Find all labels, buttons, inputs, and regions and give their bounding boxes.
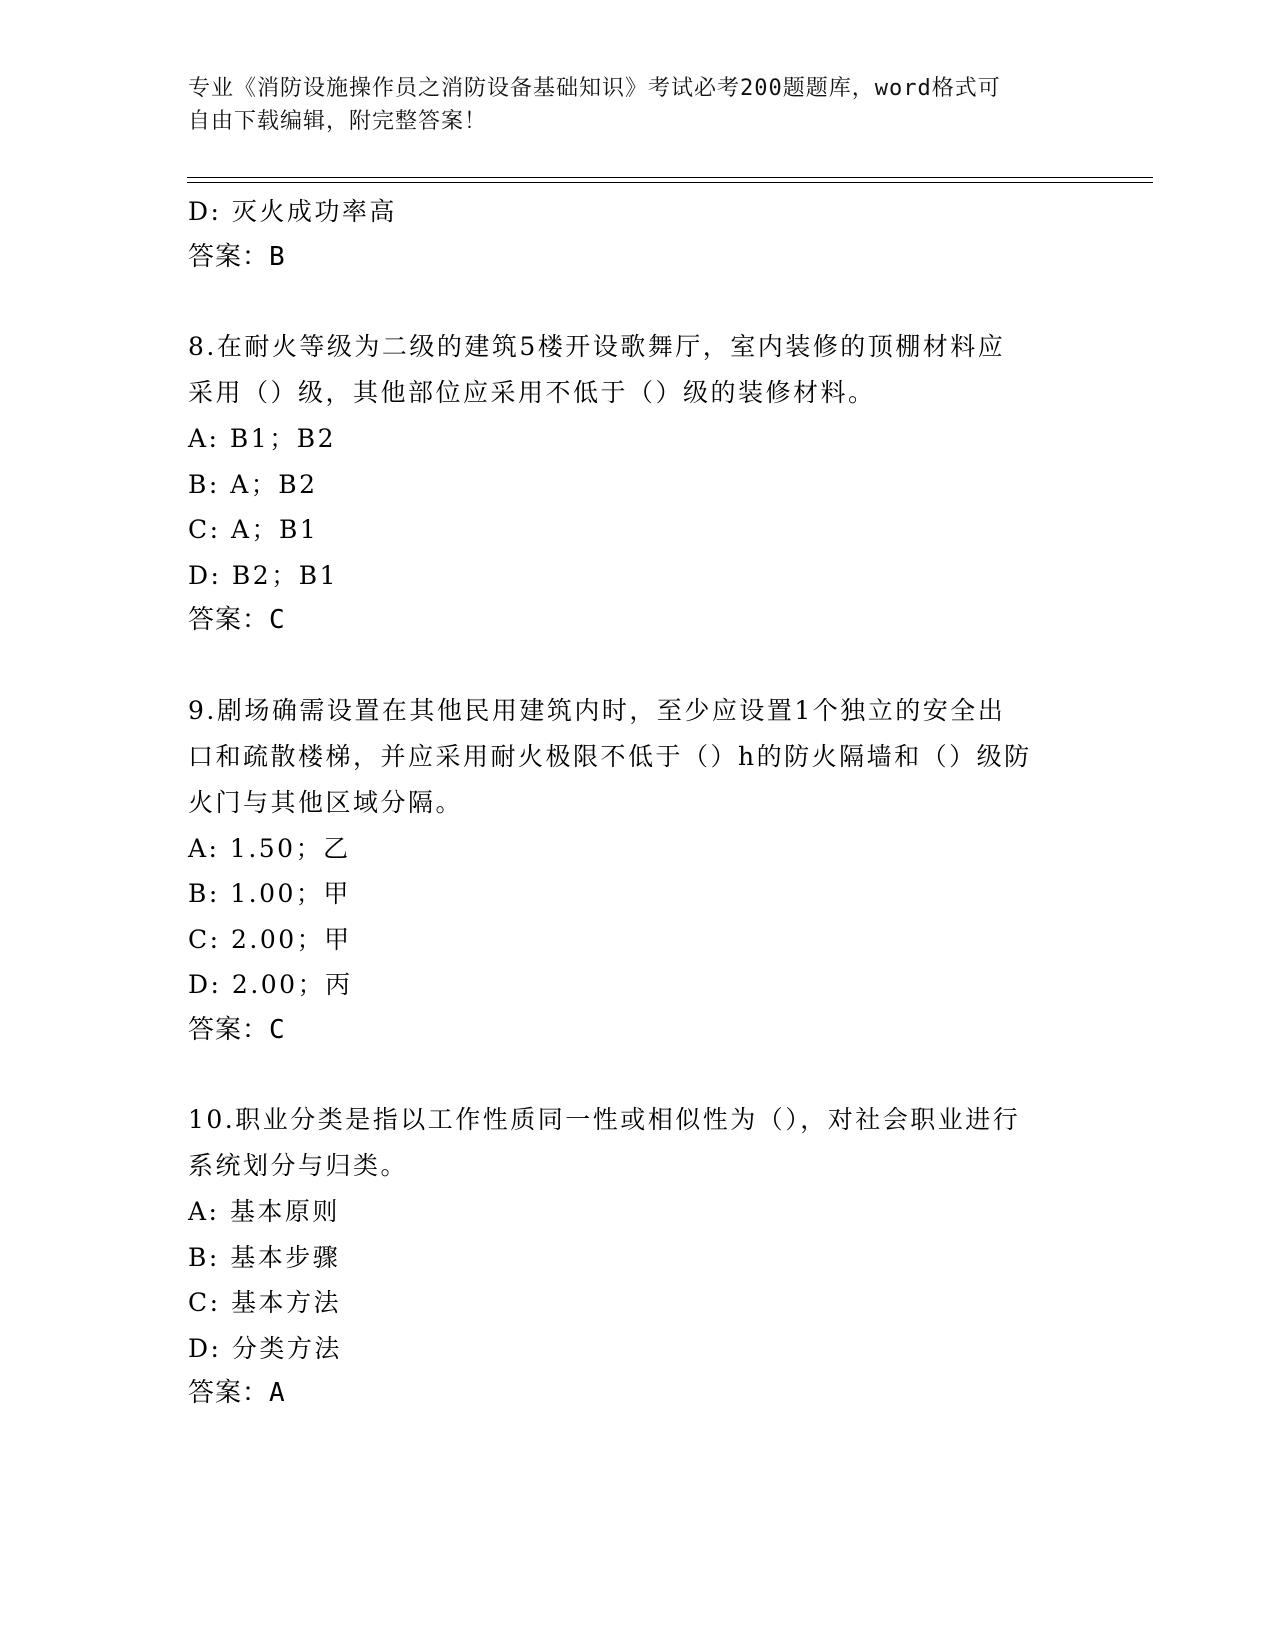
option-d: D: 灭火成功率高 <box>188 197 397 226</box>
header-rule-top <box>187 177 1153 178</box>
question-stem-line: 系统划分与归类。 <box>188 1151 409 1180</box>
question-stem-line: 口和疏散楼梯，并应采用耐火极限不低于（）h的防火隔墙和（）级防 <box>188 741 1032 771</box>
option-b: B: 基本步骤 <box>188 1242 341 1272</box>
option-d: D: 2.00；丙 <box>188 970 353 999</box>
question-stem-line: 10.职业分类是指以工作性质同一性或相似性为（），对社会职业进行 <box>188 1105 1021 1134</box>
document-body <box>188 189 1088 1417</box>
option-c: C: A；B1 <box>188 515 319 544</box>
answer: 答案：C <box>188 605 286 635</box>
option-b: B: A；B2 <box>188 469 318 499</box>
spacer <box>188 644 1088 688</box>
answer: 答案：C <box>188 1014 286 1045</box>
question-stem-line: 采用（）级，其他部位应采用不低于（）级的装修材料。 <box>188 378 876 407</box>
spacer <box>188 1053 1088 1097</box>
option-a: A: 基本原则 <box>188 1197 340 1226</box>
header-rule-bottom <box>187 182 1153 183</box>
option-d: D: 分类方法 <box>188 1333 342 1363</box>
answer: 答案：B <box>188 241 286 272</box>
question-9 <box>188 688 1088 1054</box>
header-line-1: 专业《消防设施操作员之消防设备基础知识》考试必考200题题库，word格式可 <box>188 76 1001 101</box>
option-b: B: 1.00；甲 <box>188 879 351 908</box>
question-stem-line: 8.在耐火等级为二级的建筑5楼开设歌舞厅，室内装修的顶棚材料应 <box>188 332 1006 361</box>
option-a: A: B1；B2 <box>188 424 336 453</box>
option-a: A: 1.50；乙 <box>188 833 351 863</box>
prev-question-tail <box>188 189 1088 280</box>
question-stem-line: 9.剧场确需设置在其他民用建筑内时，至少应设置1个独立的安全出 <box>188 695 1006 725</box>
question-10 <box>188 1097 1088 1417</box>
question-8 <box>188 324 1088 644</box>
option-c: C: 2.00；甲 <box>188 924 352 954</box>
spacer <box>188 280 1088 324</box>
header-line-2: 自由下载编辑，附完整答案！ <box>188 109 488 134</box>
option-c: C: 基本方法 <box>188 1288 341 1317</box>
page-header <box>188 72 1088 138</box>
answer: 答案：A <box>188 1378 286 1408</box>
question-stem-line: 火门与其他区域分隔。 <box>188 787 464 817</box>
option-d: D: B2；B1 <box>188 560 338 590</box>
